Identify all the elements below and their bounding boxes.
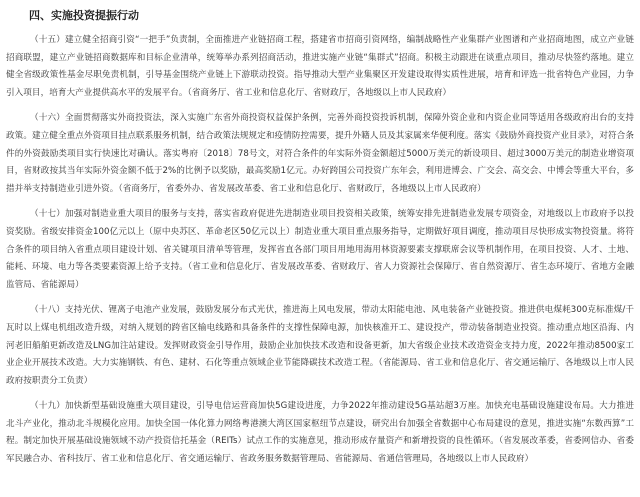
paragraph-18: （十八）支持光伏、锂离子电池产业发展，鼓励发展分布式光伏，推进海上风电发展，带动太阳能电池、风电装备产业链投资。推进供电煤耗300克标准煤/千瓦时以上煤电机组改造升级，对纳入规划的跨省区输电线路和具备条件的支撑性保障电源，加快核准开工、建设投产，带动装备制造业投资。推动重点地区沿海、内河老旧船舶更新改造及LNG加注站建设。发挥财政资金引导作用，鼓励企业加快技术改造和设备更新，加大省级企业技术改造资金支持力度，2022年推动8500家工业企业开展技术改造。大力实施钢铁、有色、建材、石化等重点领域企业节能降碳技术改造工程。（省能源局、省工业和信息化厅、省交通运输厅、各地级以上市人民政府按职责分工负责）	[6, 305, 634, 386]
section-title: 四、实施投资提振行动	[29, 9, 139, 22]
paragraph-16: （十六）全面贯彻落实外商投资法，深入实施广东省外商投资权益保护条例，完善外商投资投诉机制，保障外资企业和内资企业同等适用各级政府出台的支持政策。建立健全重点外资项目挂点联系服务机制，结合政策法规规定和疫情防控需要，提升外籍人员及其家属来华便利度。落实《鼓励外商投资产业目录》，对符合条件的外资鼓励类项目实行快速比对确认。落实粤府〔2018〕78号文，对符合条件的年实际外资金额超过5000万美元的新设项目、超过3000万美元的制造业增资项目，省财政按其当年实际外资金额不低于2%的比例予以奖励，最高奖励1亿元。办好跨国公司投资广东年会，利用进博会、广交会、高交会、中博会等重大平台，多措并举支持制造业引进外资。（省商务厅，省委外办、省发展改革委、省工业和信息化厅、省财政厅，各地级以上市人民政府）	[6, 113, 634, 194]
paragraph-17: （十七）加强对制造业重大项目的服务与支持，落实省政府促进先进制造业项目投资相关政策，统筹安排先进制造业发展专项资金，对地级以上市政府予以投资奖励。省级安排资金100亿元以上（原中央苏区、革命老区50亿元以上）制造业重大项目重点服务指导，定期做好项目调度，推动项目尽快形成实物投资量。将符合条件的项目纳入省重点项目建设计划、省关键项目清单等管理，发挥省直各部门项目用地用海用林资源要素支撑联席会议等机制作用，在项目投资、人才、土地、能耗、环境、电力等各类要素资源上给予支持。（省工业和信息化厅、省发展改革委、省财政厅、省人力资源社会保障厅、省自然资源厅、省生态环境厅、省地方金融监管局、省能源局）	[6, 209, 634, 290]
paragraph-19: （十九）加快新型基础设施重大项目建设，引导电信运营商加快5G建设进度，力争2022年推动建设5G基站超3万座。加快充电基础设施建设布局。大力推进北斗产业化，推动北斗规模化应用。加快全国一体化算力网络粤港澳大湾区国家枢纽节点建设，研究出台加强全省数据中心布局建设的意见，推进实施“东数西算”工程。制定加快开展基础设施领域不动产投资信托基金（REITs）试点工作的实施意见，推动形成存量资产和新增投资的良性循环。（省发展改革委，省委网信办、省委军民融合办、省科技厅、省工业和信息化厅、省交通运输厅、省政务服务数据管理局、省能源局、省通信管理局，各地级以上市人民政府）	[6, 401, 634, 465]
paragraph-15: （十五）建立健全招商引资“一把手”负责制，全面推进产业链招商工程，搭建省市招商引资网络，编制战略性产业集群产业图谱和产业招商地图，成立产业链招商联盟，建立产业链招商数据库和目标企业清单，统筹举办系列招商活动，推进实施产业链“集群式”招商。积极主动跟进在谈重点项目，推动尽快签约落地。建立健全省级政策性基金尽职免责机制，引导基金围绕产业链上下游联动投资。指导推动大型产业集聚区开发建设取得实质性进展，培育和评选一批省特色产业园，力争引入项目，培育大产业提供高水平的发展平台。（省商务厅、省工业和信息化厅、省财政厅，各地级以上市人民政府）	[6, 35, 634, 98]
